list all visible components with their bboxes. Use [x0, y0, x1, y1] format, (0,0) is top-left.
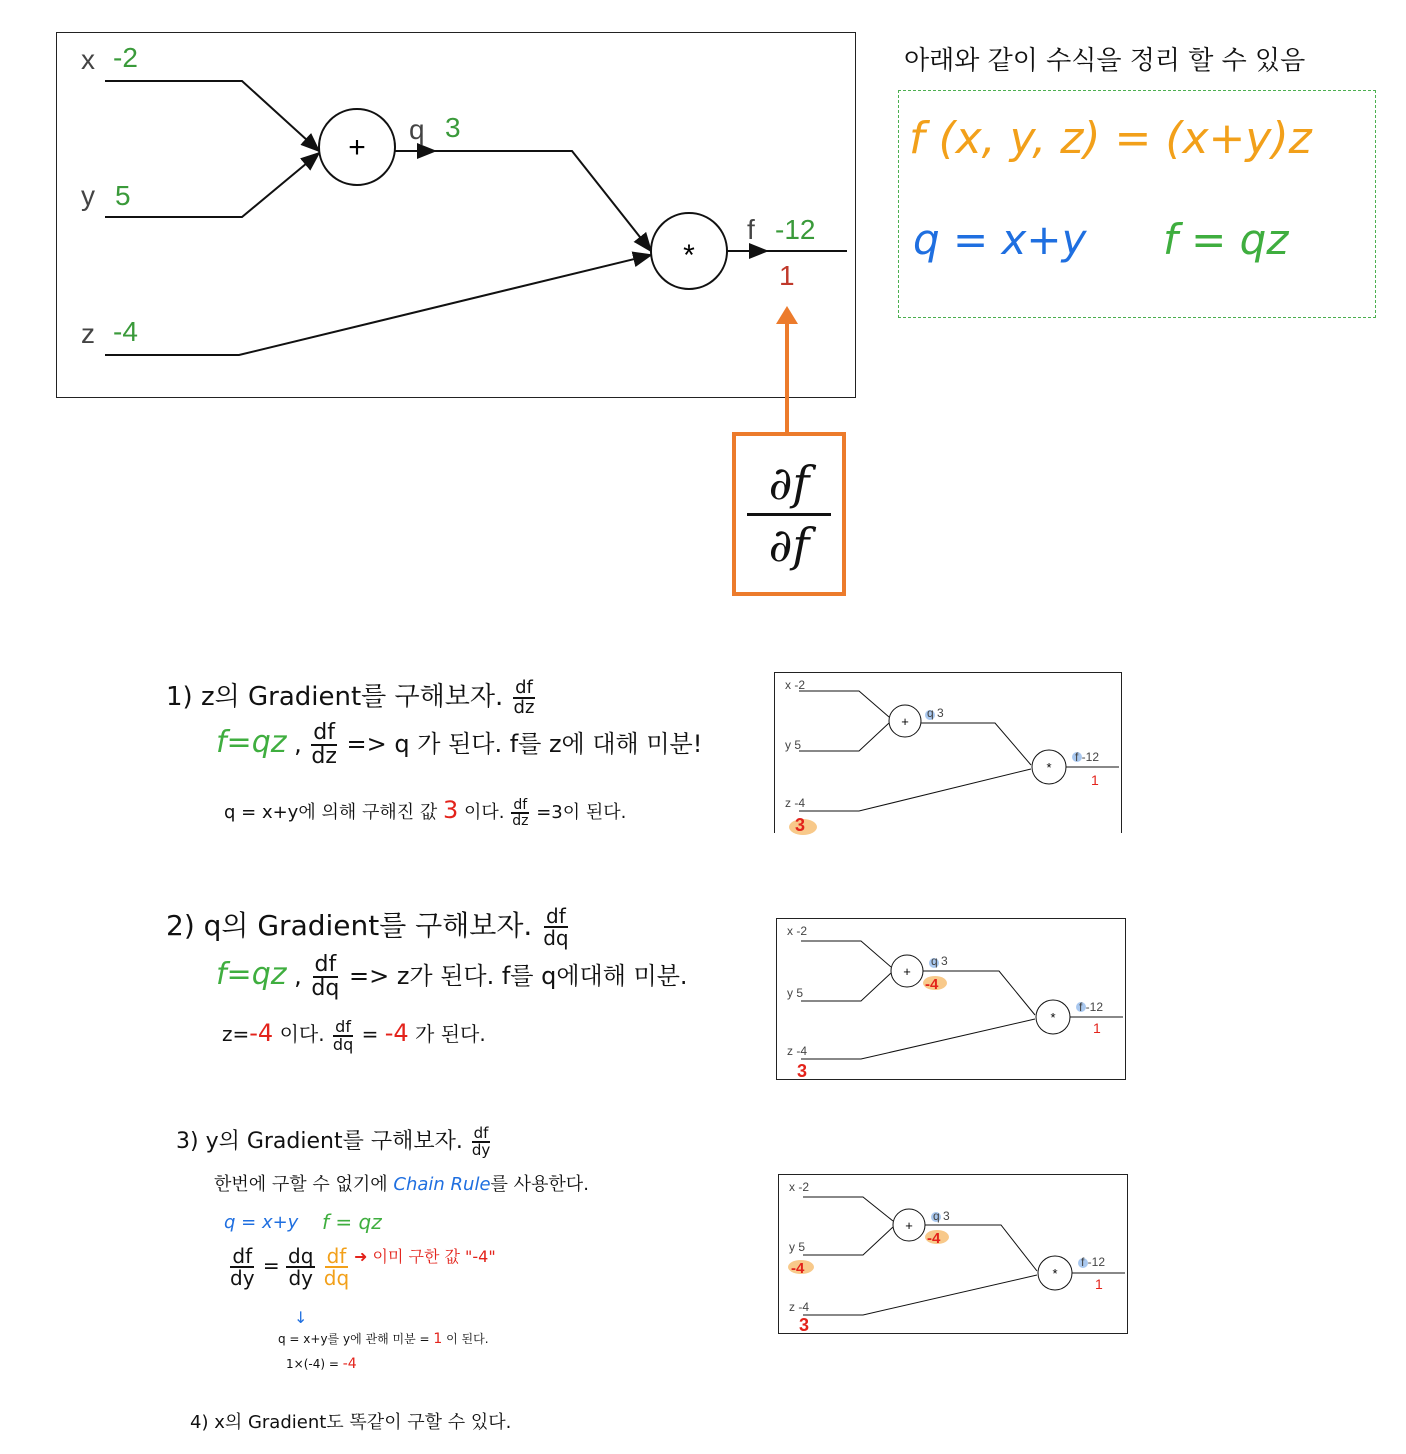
step2-heading-frac: [541, 906, 570, 948]
svg-text:+: +: [905, 1218, 913, 1233]
step3-heading: [176, 1124, 492, 1158]
z-value: -4: [113, 316, 138, 347]
svg-text:+: +: [903, 964, 911, 979]
mini3-z-grad: 3: [799, 1315, 810, 1335]
mini1-z-grad: 3: [795, 815, 806, 835]
step4-heading: 4) x의 Gradient도 똑같이 구할 수 있다.: [190, 1412, 512, 1433]
step1-heading-frac: [512, 676, 537, 718]
step1-heading-text: 1) z의 Gradient를 구해보자.: [166, 682, 504, 712]
mini-graph-3-canvas: [779, 1175, 1127, 1333]
f-gradient: 1: [779, 260, 795, 291]
step1-line2: f=qz , $\frac{df}{dz}$ => q 가 된다. f를 z에 대해 미분!: [216, 720, 703, 769]
mul-op: *: [683, 239, 695, 272]
step2-frac: [309, 954, 341, 1000]
frac-num: df: [313, 720, 335, 745]
q-wire-2: [435, 151, 651, 251]
step3-note1-a: q = x+y를 y에 관해 미분 =: [278, 1332, 430, 1346]
chain-rhs: [322, 1246, 351, 1288]
z-wire: [105, 255, 651, 355]
q-value: 3: [445, 112, 461, 143]
frac-den: dy: [288, 1266, 313, 1290]
mini2-f-grad: 1: [1093, 1020, 1101, 1036]
step3-line2: [214, 1170, 589, 1196]
step1-line3-end: =3이 된다.: [536, 802, 627, 823]
step1-eq: f=qz: [216, 725, 287, 760]
mini1-y: y 5: [785, 738, 802, 752]
frac-den: dq: [543, 926, 569, 950]
x-label: x: [81, 44, 95, 75]
step3-note2: [286, 1356, 357, 1372]
step3-line2-a: 한번에 구할 수 없기에: [214, 1174, 388, 1195]
step3-note1-val: 1: [433, 1331, 443, 1347]
step3-chain: Chain Rule: [393, 1174, 491, 1195]
graph-canvas: [57, 33, 855, 397]
y-label: y: [81, 180, 95, 211]
mini2-q-grad: -4: [925, 976, 939, 993]
frac-den: dz: [513, 696, 535, 718]
frac-num: dq: [288, 1244, 314, 1268]
step3-f-def: f = qz: [322, 1210, 382, 1234]
mini2-q: q 3: [931, 954, 948, 968]
frac-num: df: [473, 1124, 489, 1142]
step2-line3-val: -4: [249, 1019, 274, 1047]
frac-num: df: [513, 797, 528, 813]
formula-q-def: q = x+y: [913, 215, 1087, 264]
orange-arrow: [770, 306, 804, 436]
frac-den: dq: [311, 976, 340, 1001]
formula-f-def: f (x, y, z) = (x+y)z: [909, 113, 1312, 164]
frac-den: dz: [512, 813, 529, 829]
step2-line3-b: 이다.: [279, 1022, 325, 1046]
partial-derivative-box: [732, 432, 846, 596]
step3-note-arrow: [354, 1244, 496, 1267]
mini3-q: q 3: [933, 1209, 950, 1223]
frac-num: df: [335, 1016, 351, 1036]
frac-den: dq: [323, 1266, 350, 1290]
mini3-f-grad: 1: [1095, 1276, 1103, 1292]
step1-frac: [309, 722, 339, 768]
q-label: q: [409, 114, 425, 145]
frac-den: dy: [230, 1266, 255, 1290]
step1-line3-val: 3: [442, 796, 459, 824]
step3-heading-frac: [470, 1126, 492, 1158]
step1-line3: [224, 796, 626, 828]
step3-note-arrow-text: 이미 구한 값 "-4": [372, 1247, 496, 1266]
frac-num: df: [546, 904, 566, 928]
frac-num: df: [314, 952, 337, 977]
mini2-z: z -4: [787, 1044, 808, 1058]
mini1-z: z -4: [785, 796, 806, 810]
frac-den: dq: [332, 1034, 354, 1054]
step3-note2-a: 1×(-4) =: [286, 1357, 339, 1371]
mini-graph-2: [776, 918, 1126, 1080]
frac-den: dy: [471, 1141, 491, 1159]
step2-heading: [166, 904, 571, 948]
step2-line3-frac: [331, 1016, 355, 1054]
mini3-q-grad: -4: [927, 1230, 941, 1247]
f-label: f: [747, 214, 755, 245]
mini2-y: y 5: [787, 986, 804, 1000]
svg-text:+: +: [901, 714, 909, 729]
mini3-f: f -12: [1081, 1255, 1106, 1269]
step3-line2-b: 를 사용한다.: [490, 1174, 589, 1195]
mini-graph-1-canvas: [775, 673, 1121, 833]
partial-denominator: ∂f: [768, 517, 810, 572]
step1-line3-a: q = x+y에 의해 구해진 값: [224, 802, 438, 823]
mini2-x: x -2: [787, 924, 808, 938]
frac-den: dz: [311, 744, 337, 769]
step1-line3-frac: [510, 798, 530, 828]
svg-text:*: *: [1052, 1266, 1058, 1281]
y-wire: [105, 153, 319, 217]
mini-graph-3: [778, 1174, 1128, 1334]
computational-graph: [56, 32, 856, 398]
step2-eq: f=qz: [216, 957, 287, 992]
chain-mid: [286, 1246, 315, 1288]
frac-num: df: [232, 1244, 253, 1268]
step3-q-def: q = x+y: [224, 1212, 299, 1233]
frac-num: df: [326, 1244, 347, 1268]
mini1-f: f -12: [1075, 750, 1100, 764]
mini3-x: x -2: [789, 1180, 810, 1194]
mini1-f-grad: 1: [1091, 772, 1099, 788]
step3-note2-val: -4: [342, 1356, 357, 1372]
step2-line3: z=-4 이다. $\frac{df}{dq}$ = -4 가 된다.: [222, 1016, 486, 1054]
mini-graph-2-canvas: [777, 919, 1125, 1079]
y-value: 5: [115, 180, 131, 211]
step2-heading-text: 2) q의 Gradient를 구해보자.: [166, 909, 533, 942]
mini3-y-grad: -4: [791, 1260, 805, 1277]
step1-heading: [166, 676, 536, 717]
step3-note1-b: 이 된다.: [446, 1332, 489, 1346]
mini1-x: x -2: [785, 678, 806, 692]
step1-line2-rest: => q 가 된다. f를 z에 대해 미분!: [346, 730, 703, 758]
x-wire: [105, 81, 319, 151]
mini2-f: f -12: [1079, 1000, 1104, 1014]
step2-line2: f=qz , $\frac{df}{dq}$ => z가 된다. f를 q에대해 미분.: [216, 952, 688, 1001]
red-arrow-icon: ➜: [354, 1247, 368, 1266]
x-value: -2: [113, 42, 138, 73]
step2-line3-end-val: -4: [384, 1019, 409, 1047]
down-arrow-icon: ↓: [294, 1308, 308, 1327]
f-value: -12: [775, 214, 816, 245]
partial-numerator: ∂f: [768, 455, 810, 510]
step2-line3-a: z=: [222, 1022, 250, 1046]
mini3-y: y 5: [789, 1240, 806, 1254]
mini2-z-grad: 3: [797, 1061, 808, 1081]
formula-box: [898, 90, 1376, 318]
mini1-q: q 3: [927, 706, 944, 720]
add-op: +: [348, 131, 366, 164]
mini-graph-1: [774, 672, 1122, 833]
formula-f-qz: f = qz: [1163, 215, 1289, 264]
chain-lhs: [228, 1246, 257, 1288]
svg-text:*: *: [1046, 760, 1052, 775]
note-title: 아래와 같이 수식을 정리 할 수 있음: [904, 46, 1306, 76]
step1-line3-b: 이다.: [463, 802, 505, 823]
step3-note1: [278, 1330, 489, 1347]
mini3-z: z -4: [789, 1300, 810, 1314]
svg-text:*: *: [1050, 1010, 1056, 1025]
step2-line2-rest: => z가 된다. f를 q에대해 미분.: [348, 962, 688, 990]
frac-num: df: [515, 676, 533, 698]
step3-heading-text: 3) y의 Gradient를 구해보자.: [176, 1129, 463, 1154]
z-label: z: [81, 318, 95, 349]
step2-line3-end: 가 된다.: [415, 1022, 486, 1046]
step3-chain-eq: $\frac{df}{dy}$ = $\frac{dq}{dy}$ $\frac{df}{dq}$: [230, 1244, 350, 1290]
fraction-bar: [747, 513, 831, 516]
